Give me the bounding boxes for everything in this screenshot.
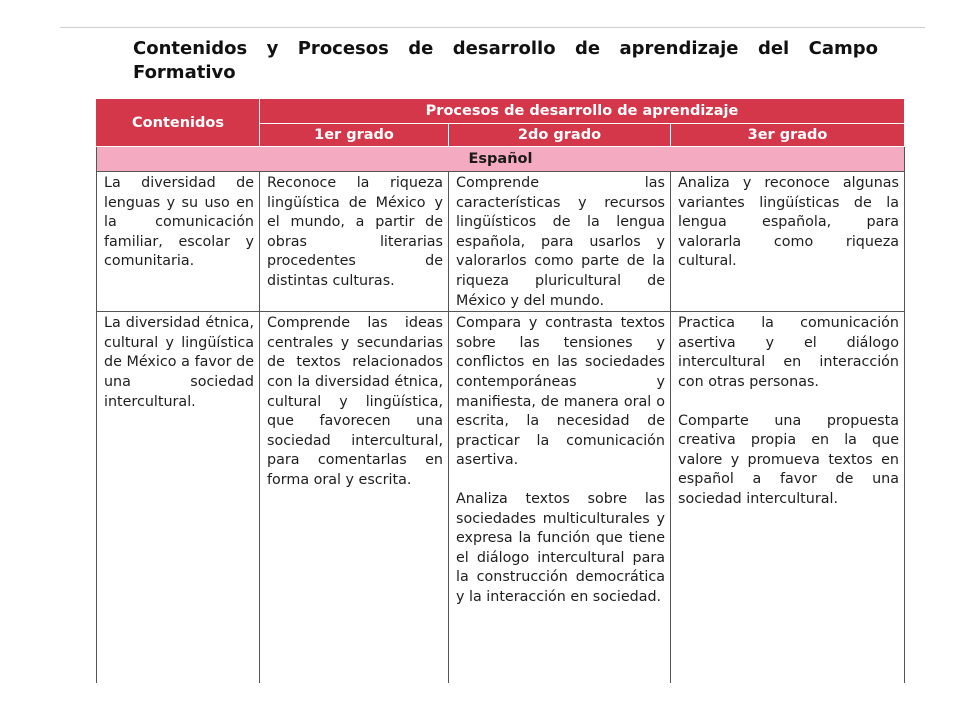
header-contenidos: Contenidos	[97, 99, 260, 147]
header-grado-3: 3er grado	[671, 124, 905, 147]
row1-contenido: La diversidad de lenguas y su uso en la comunicación familiar, escolar y comunitaria.	[97, 172, 260, 312]
row2-grado-3-paragraph-2: Comparte una propuesta creativa propia en la que valore y promueva textos en español a favor de una sociedad intercultural.	[678, 412, 899, 507]
table-header-row	[97, 99, 905, 124]
subject-label: Español	[97, 147, 905, 172]
row1-grado-2: Comprende las características y recursos lingüísticos de la lengua española, para usarlos y valorarlos como parte de la riqueza pluricultural de México y del mundo.	[449, 172, 671, 312]
row2-grado-3	[671, 312, 905, 684]
row1-grado-1: Reconoce la riqueza lingüística de México y el mundo, a partir de obras literarias procedentes de distintas culturas.	[260, 172, 449, 312]
curriculum-table	[96, 98, 905, 683]
row2-grado-2-paragraph-1: Compara y contrasta textos sobre las tensiones y conflictos en las sociedades contemporáneas y manifiesta, de manera oral o escrita, la necesidad de practicar la comunicación asertiva.	[456, 315, 665, 469]
header-grado-2: 2do grado	[449, 124, 671, 147]
row2-grado-2	[449, 312, 671, 684]
table-row	[97, 312, 905, 684]
row1-grado-3: Analiza y reconoce algunas variantes lingüísticas de la lengua española, para valorarla como riqueza cultural.	[671, 172, 905, 312]
header-grado-1: 1er grado	[260, 124, 449, 147]
document-title: Contenidos y Procesos de desarrollo de aprendizaje del Campo Formativo	[133, 38, 878, 83]
header-procesos: Procesos de desarrollo de aprendizaje	[260, 99, 905, 124]
row2-grado-2-paragraph-2: Analiza textos sobre las sociedades multiculturales y expresa la función que tiene el diálogo intercultural para la construcción democrática y la interacción en sociedad.	[456, 490, 665, 605]
row2-grado-1: Comprende las ideas centrales y secundarias de textos relacionados con la diversidad étnica, cultural y lingüística, que favorecen una sociedad intercultural, para comentarlas en forma oral y escrita.	[260, 312, 449, 684]
subject-row	[97, 147, 905, 172]
table-row	[97, 172, 905, 312]
top-divider-line	[60, 27, 925, 28]
row2-contenido: La diversidad étnica, cultural y lingüística de México a favor de una sociedad intercultural.	[97, 312, 260, 684]
row2-grado-3-paragraph-1: Practica la comunicación asertiva y el diálogo intercultural en interacción con otras personas.	[678, 315, 899, 390]
